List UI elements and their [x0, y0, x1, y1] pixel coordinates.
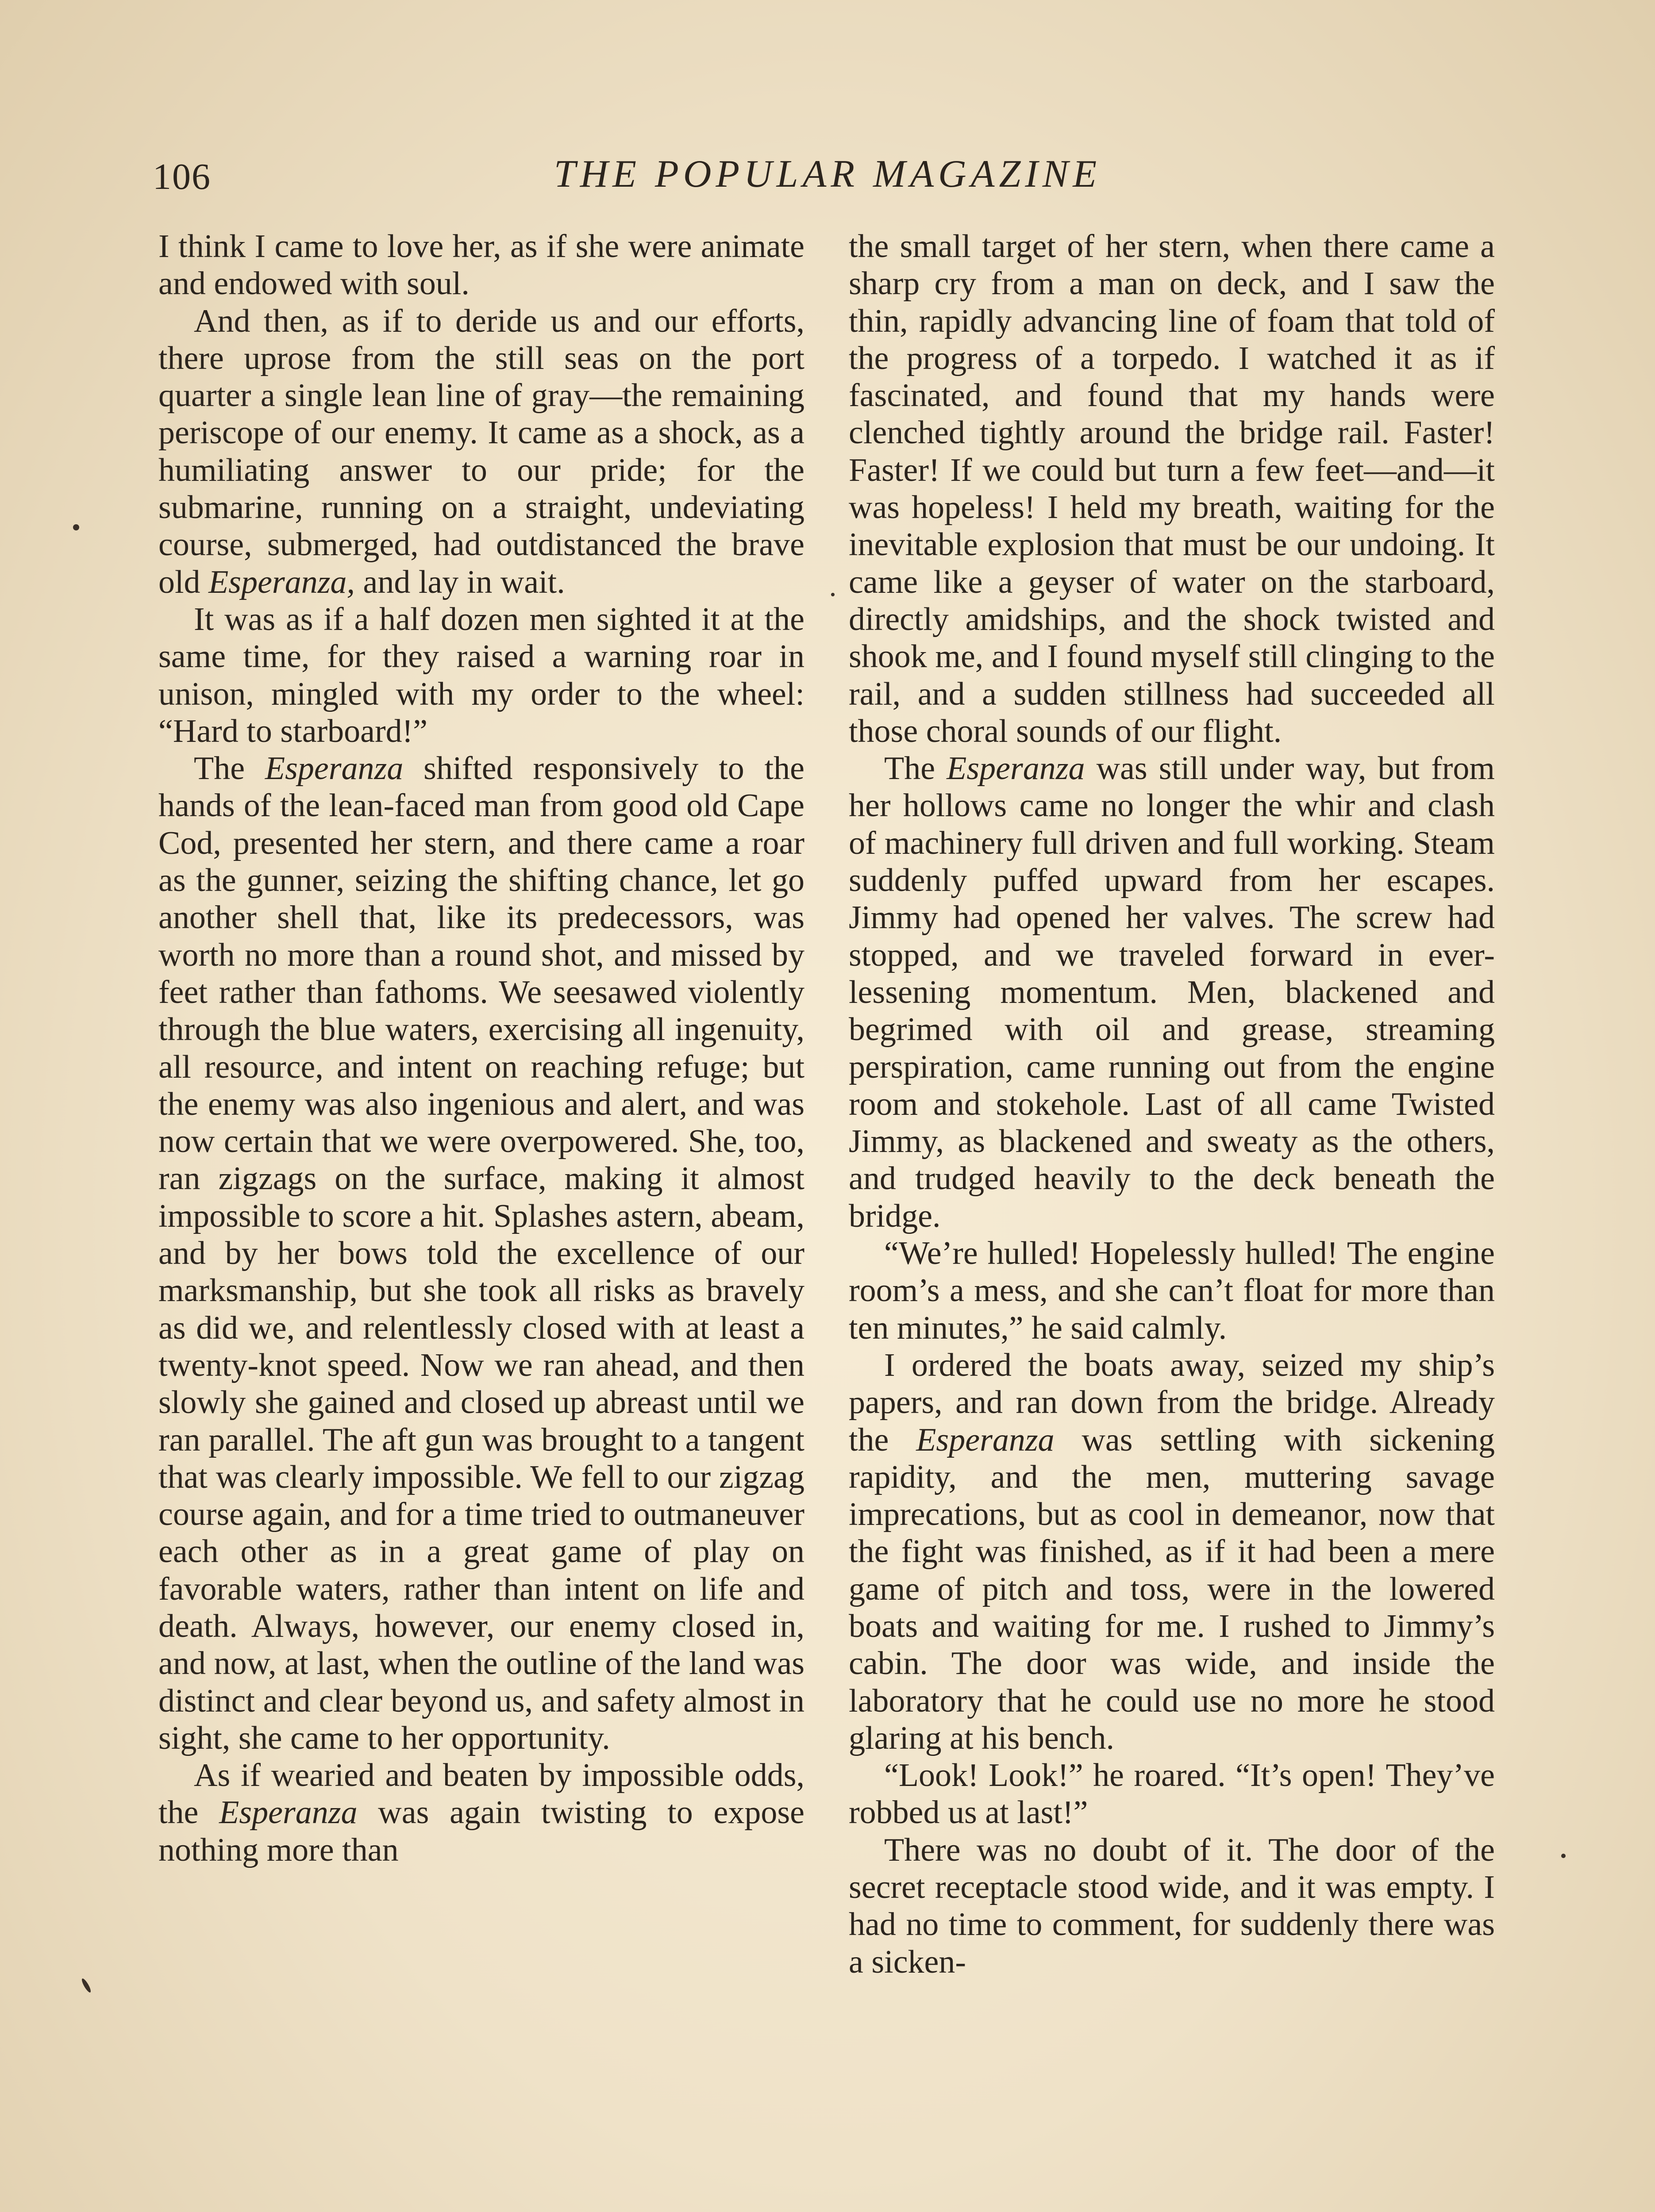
- right-column-paragraph-4: I ordered the boats away, seized my ship’s papers, and ran down from the bridge. Already the Esperanza was settling with sickening rapidity, and the men, muttering savage imprecations, but as cool in demeanor, now that the fight was finished, as if it had been a mere game of pitch and toss, were in the lowered boats and waiting for me. I rushed to Jimmy’s cabin. The door was wide, and inside the laboratory that he could use no more he stood glaring at his bench.: [849, 1347, 1495, 1756]
- right-column-paragraph-3: “We’re hulled! Hopelessly hulled! The engine room’s a mess, and she can’t float for more than ten minutes,” he said calmly.: [849, 1235, 1495, 1346]
- left-text-column: [158, 228, 804, 2212]
- right-column-paragraph-2: The Esperanza was still under way, but from her hollows came no longer the whir and clash of machinery full driven and full working. Steam suddenly puffed upward from her escapes. Jimmy had opened her valves. The screw had stopped, and we traveled forward in ever-lessening momentum. Men, blackened and begrimed with oil and grease, streaming perspiration, came running out from the engine room and stokehole. Last of all came Twisted Jimmy, as blackened and sweaty as the others, and trudged heavily to the deck beneath the bridge.: [849, 750, 1495, 1234]
- left-column-paragraph-4: The Esperanza shifted responsively to the hands of the lean-faced man from good old Cape Cod, presented her stern, and there came a roar as the gunner, seizing the shifting chance, let go another shell that, like its predecessors, was worth no more than a round shot, and missed by feet rather than fathoms. We seesawed violently through the blue waters, exercising all ingenuity, all resource, and intent on reaching refuge; but the enemy was also ingenious and alert, and was now certain that we were overpowered. She, too, ran zigzags on the surface, making it almost impossible to score a hit. Splashes astern, abeam, and by her bows told the excellence of our marksmanship, but she took all risks as bravely as did we, and relentlessly closed with at least a twenty-knot speed. Now we ran ahead, and then slowly she gained and closed up abreast until we ran parallel. The aft gun was brought to a tangent that was clearly impossible. We fell to our zigzag course again, and for a time tried to outmaneuver each other as in a great game of play on favorable waters, rather than intent on life and death. Always, however, our enemy closed in, and now, at last, when the outline of the land was distinct and clear beyond us, and safety almost in sight, she came to her opportunity.: [158, 750, 805, 1756]
- right-column-paragraph-1: the small target of her stern, when there came a sharp cry from a man on deck, and I saw the thin, rapidly advancing line of foam that told of the progress of a torpedo. I watched it as if fascinated, and found that my hands were clenched tightly around the bridge rail. Faster! Faster! If we could but turn a few feet—and—it was hopeless! I held my breath, waiting for the inevitable explosion that must be our undoing. It came like a geyser of water on the starboard, directly amidships, and the shock twisted and shook me, and I found myself still clinging to the rail, and a sudden stillness had succeeded all those choral sounds of our flight.: [849, 228, 1495, 749]
- left-column-paragraph-1: I think I came to love her, as if she were animate and endowed with soul.: [158, 228, 804, 302]
- page-number: 106: [153, 156, 211, 197]
- left-column-paragraph-5: As if wearied and beaten by impossible odds, the Esperanza was again twisting to expose nothing more than: [158, 1757, 805, 1868]
- page-header: [153, 148, 1502, 206]
- running-title: THE POPULAR MAGAZINE: [554, 153, 1101, 196]
- left-column-paragraph-2: And then, as if to deride us and our efforts, there uprose from the still seas on the port quarter a single lean line of gray—the remaining periscope of our enemy. It came as a shock, as a humiliating answer to our pride; for the submarine, running on a straight, undeviating course, submerged, had outdistanced the brave old Esperanza, and lay in wait.: [158, 303, 804, 600]
- right-column-paragraph-5: “Look! Look!” he roared. “It’s open! They’ve robbed us at last!”: [849, 1757, 1495, 1831]
- print-speck: [831, 593, 835, 596]
- right-column-paragraph-6: There was no doubt of it. The door of the secret receptacle stood wide, and it was empty. I had no time to comment, for suddenly there was a sicken-: [849, 1832, 1495, 1980]
- print-speck: [1561, 1854, 1566, 1858]
- print-speck: [73, 524, 79, 530]
- left-column-paragraph-3: It was as if a half dozen men sighted it at the same time, for they raised a warning roar in unison, mingled with my order to the wheel: “Hard to starboard!”: [158, 601, 804, 749]
- right-text-column: [849, 228, 1495, 2212]
